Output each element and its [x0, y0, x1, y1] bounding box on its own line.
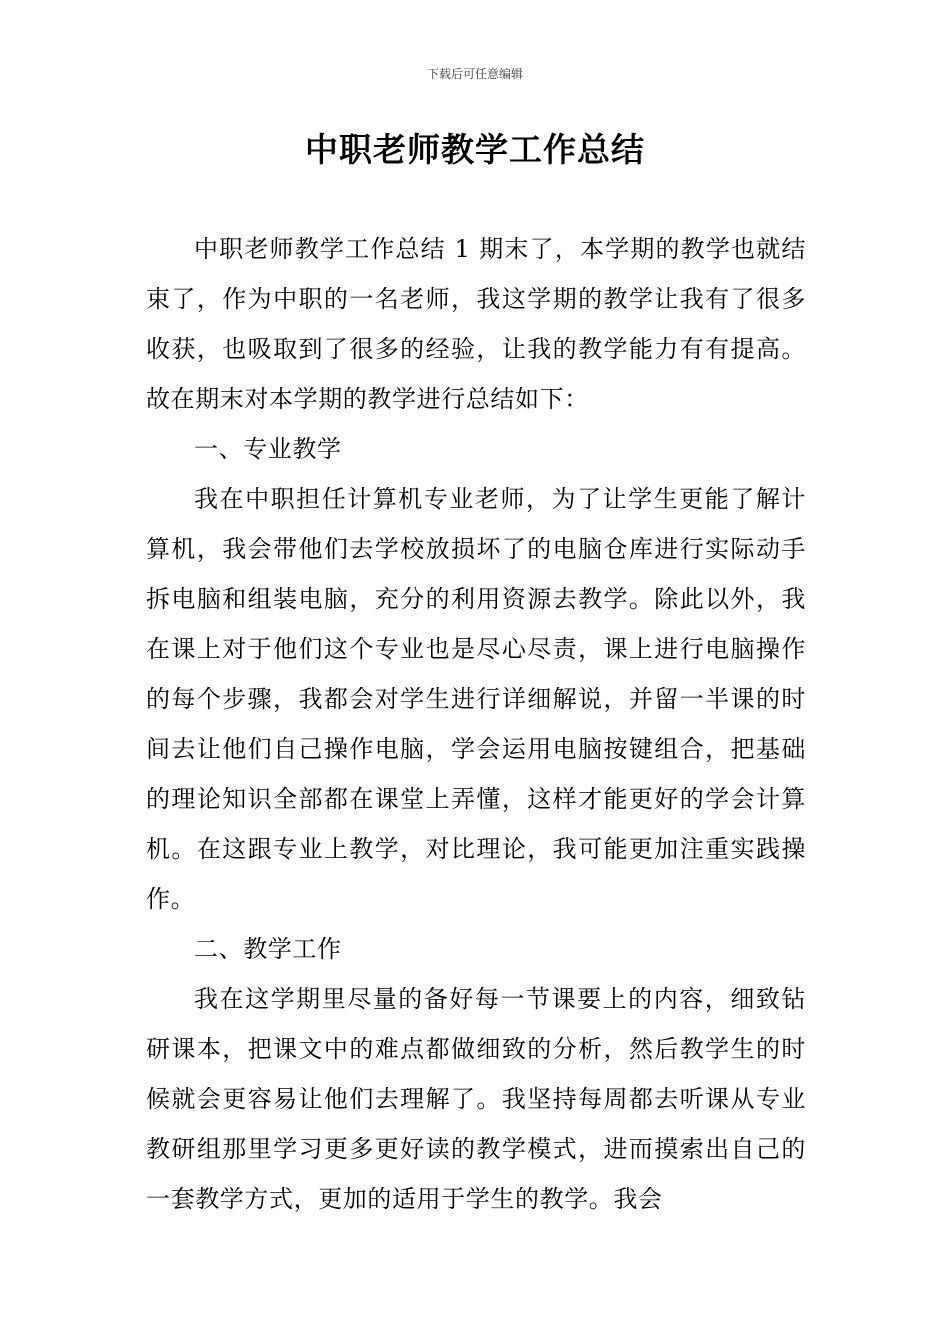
header-note: 下载后可任意编辑	[426, 67, 523, 81]
paragraph-teaching-work: 我在这学期里尽量的备好每一节课要上的内容，细致钻研课本，把课文中的难点都做细致的分析，然后教学生的时候就会更容易让他们去理解了。我坚持每周都去听课从专业教研组那里学习更多更好读的教学模式，进而摸索出自己的一套教学方式，更加的适用于学生的教学。我会	[146, 985, 806, 1213]
section-heading-professional-teaching: 一、专业教学	[194, 435, 342, 463]
document-title: 中职老师教学工作总结	[305, 130, 645, 169]
paragraph-professional-teaching: 我在中职担任计算机专业老师，为了让学生更能了解计算机，我会带他们去学校放损坏了的电脑仓库进行实际动手拆电脑和组装电脑，充分的利用资源去教学。除此以外，我在课上对于他们这个专业也是尽心尽责，课上进行电脑操作的每个步骤，我都会对学生进行详细解说，并留一半课的时间去让他们自己操作电脑，学会运用电脑按键组合，把基础的理论知识全部都在课堂上弄懂，这样才能更好的学会计算机。在这跟专业上教学，对比理论，我可能更加注重实践操作。	[146, 485, 806, 913]
section-heading-teaching-work: 二、教学工作	[194, 935, 342, 963]
paragraph-intro: 中职老师教学工作总结 1 期末了，本学期的教学也就结束了，作为中职的一名老师，我这学期的教学让我有了很多收获，也吸取到了很多的经验，让我的教学能力有有提高。故在期末对本学期的教学进行总结如下：	[146, 235, 806, 413]
document-body	[146, 224, 806, 1224]
